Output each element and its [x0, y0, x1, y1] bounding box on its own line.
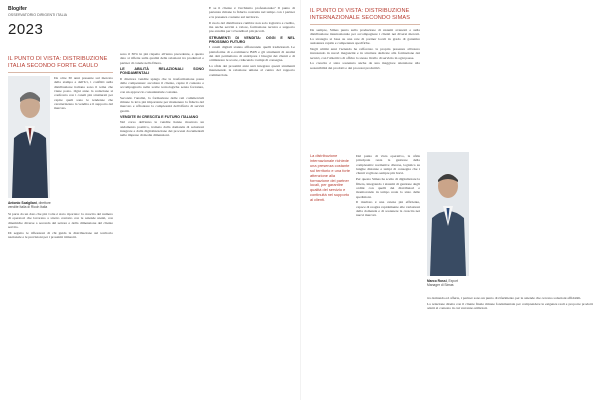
- left-column-2: [120, 52, 204, 394]
- paragraph: La sfida dei prossimi anni sarà integrare questi strumenti mantenendo la relazione umana al centro del rapporto commerciale.: [209, 64, 295, 77]
- portrait-role-right: Export Manager di Simas: [427, 279, 458, 287]
- paragraph: La crescita è stata sostenuta anche da una maggiore attenzione alla sostenibilità dei prodotti e dei processi produttivi.: [310, 61, 420, 70]
- portrait-photo-right: [427, 152, 469, 276]
- right-title-rule: [310, 24, 420, 25]
- portrait-photo-left: [8, 76, 50, 198]
- paragraph: Da sempre, Simas punta sulla produzione di sistemi avanzati e sulla distribuzione internazionale per accompagnare i clienti nei diversi mercati. La strategia si basa su una rete di partner locali in grado di garantire assistenza rapida e competenze specifiche.: [310, 28, 420, 46]
- paragraph: La relazione diretta con il cliente finale rimane fondamentale per comprendere le esigenze reali e proporre prodotti adatti al contesto in cui verranno utilizzati.: [427, 301, 593, 311]
- left-column-3: [209, 6, 295, 394]
- right-section-title: IL PUNTO DI VISTA: DISTRIBUZIONE INTERNAZIONALE SECONDO SIMAS: [310, 8, 411, 21]
- paragraph: Il risultato è una catena più efficiente, capace di reagire rapidamente alle variazioni della domanda e di sostenere la crescita nei nuovi mercati.: [356, 200, 420, 218]
- portrait-name-right: Marco Rossi: [427, 279, 447, 283]
- left-section-title: IL PUNTO DI VISTA: DISTRIBUZIONE ITALIA SECONDO FORTE CAULO: [8, 56, 108, 69]
- paragraph: Nel corso dell'anno le vendite hanno mostrato un andamento positivo, trainato dalla domanda di soluzioni integrate e dalla digitalizzazione dei processi documentali nelle imprese di medie dimensioni.: [120, 120, 204, 138]
- paragraph: E se il cliente è l'architetto professionale? Il punto di partenza rimane la fiducia costruita nel tempo con i partner e la presenza costante sul territorio.: [209, 6, 295, 19]
- paragraph: Negli ultimi anni l'azienda ha rafforzato la propria presenza all'estero investendo in nuovi magazzini e in strutture dedicate alla formazione dei tecnici, con l'obiettivo di offrire lo stesso livello di servizio in ogni paese.: [310, 46, 420, 60]
- paragraph: Secondo l'analisi, la formazione delle reti commerciali rimane la leva più importante per mantenere la fiducia del mercato e affrontare la complessità dell'offerta di servizi gestiti.: [120, 95, 204, 113]
- paragraph: Il ruolo del distributore cambia: non solo logistica e credito, ma anche servizi a valore, formazione tecnica e supporto pre-vendita per i rivenditori più piccoli.: [209, 20, 295, 34]
- paragraph: Il direttore vendite spiega che la trasformazione passa dalle competenze: ascoltare il cliente, capire il contesto e accompagnarlo nelle scelte tecnologiche senza forzature, con un approccio consulenziale costante.: [120, 76, 204, 94]
- issue-year: 2023: [8, 21, 44, 38]
- paragraph: sono il 30% in più rispetto all'anno precedente, e questo dato si riflette sulla qualità delle relazioni tra produttori e partner di canale nella filiera.: [120, 52, 204, 65]
- paragraph: Si parte da un dato che più volte è stato riportato: la crescita del numero di operatori che lavorano a stretto contatto con le aziende utenti, con dinamiche diverse a seconda del settore e della dimensione del cliente servito.: [8, 212, 113, 230]
- page-fold: [300, 0, 301, 400]
- portrait-role-left: direttore vendite Italia di Ricoh Italia: [8, 201, 51, 209]
- paragraph: Da oltre 30 anni presente sul mercato della stampa e dell'Ict, i conflitti sulla distribuzione italiana sono il tema che viene posto. Ogni anno la redazione si confronta con i canali più strutturati per capire quali sono le tendenze che caratterizzano la vendita e il supporto del mercato.: [54, 76, 113, 111]
- left-column-1-top: [54, 76, 113, 211]
- portrait-illustration-right: [427, 152, 469, 276]
- portrait-caption-left: Antonio Scalgilani, direttore vendite Italia di Ricoh Italia: [8, 201, 51, 209]
- portrait-illustration-left: [8, 76, 50, 198]
- magazine-brand: Blogifer: [8, 6, 27, 12]
- subheading: VENDITE IN CRESCITA E FUTURO ITALIANO: [120, 114, 199, 119]
- paragraph: I canali digitali stanno affiancando quelli tradizionali. Le piattaforme di e-commerce B2B e gli strumenti di analisi dei dati permettono di anticipare i bisogni dei clienti e di ottimizzare le scorte, riducendo i tempi di consegna.: [209, 45, 295, 63]
- portrait-name-left: Antonio Scalgilani: [8, 201, 37, 205]
- subheading: LE ABILITÀ RELAZIONALI SONO FONDAMENTALI: [120, 67, 204, 76]
- portrait-caption-right: Marco Rossi, Export Manager di Simas: [427, 279, 458, 287]
- right-column-3: [427, 296, 593, 394]
- left-title-rule: [8, 72, 113, 73]
- right-column-2: [356, 154, 420, 394]
- right-column-1: [310, 28, 420, 148]
- pull-quote: La distribuzione internazionale richiede una presenza costante sul territorio e una forte attenzione alla formazione dei partner locali, per garantire qualità del servizio e continuità nel supporto ai clienti.: [310, 153, 351, 203]
- paragraph: Dal punto di vista operativo, la sfida principale resta la gestione della complessità: normative diverse, logistica su lunghe distanze e tempi di consegna che i clienti vogliono sempre più brevi.: [356, 154, 420, 176]
- paragraph: tra domanda ed offerta, i partner sono un punto di riferimento per le aziende che cercano soluzioni affidabili.: [427, 296, 582, 300]
- paragraph: Di seguito le riflessioni di chi guida la distribuzione sul territorio nazionale e le previsioni per i prossimi trimestri.: [8, 230, 113, 240]
- subheading: STRUMENTI DI VENDITA: OGGI E NEL PROSSIMO FUTURO: [209, 35, 295, 44]
- paragraph: Per questo Simas ha scelto di digitalizzare la filiera, integrando i sistemi di gestione degli ordini con quelli dei distributori e monitorando in tempo reale lo stato delle spedizioni.: [356, 177, 420, 199]
- left-column-1-bottom: [8, 212, 113, 394]
- issue-subtitle: OSSERVATORIO DIRIGENTI ITALIA: [8, 13, 67, 17]
